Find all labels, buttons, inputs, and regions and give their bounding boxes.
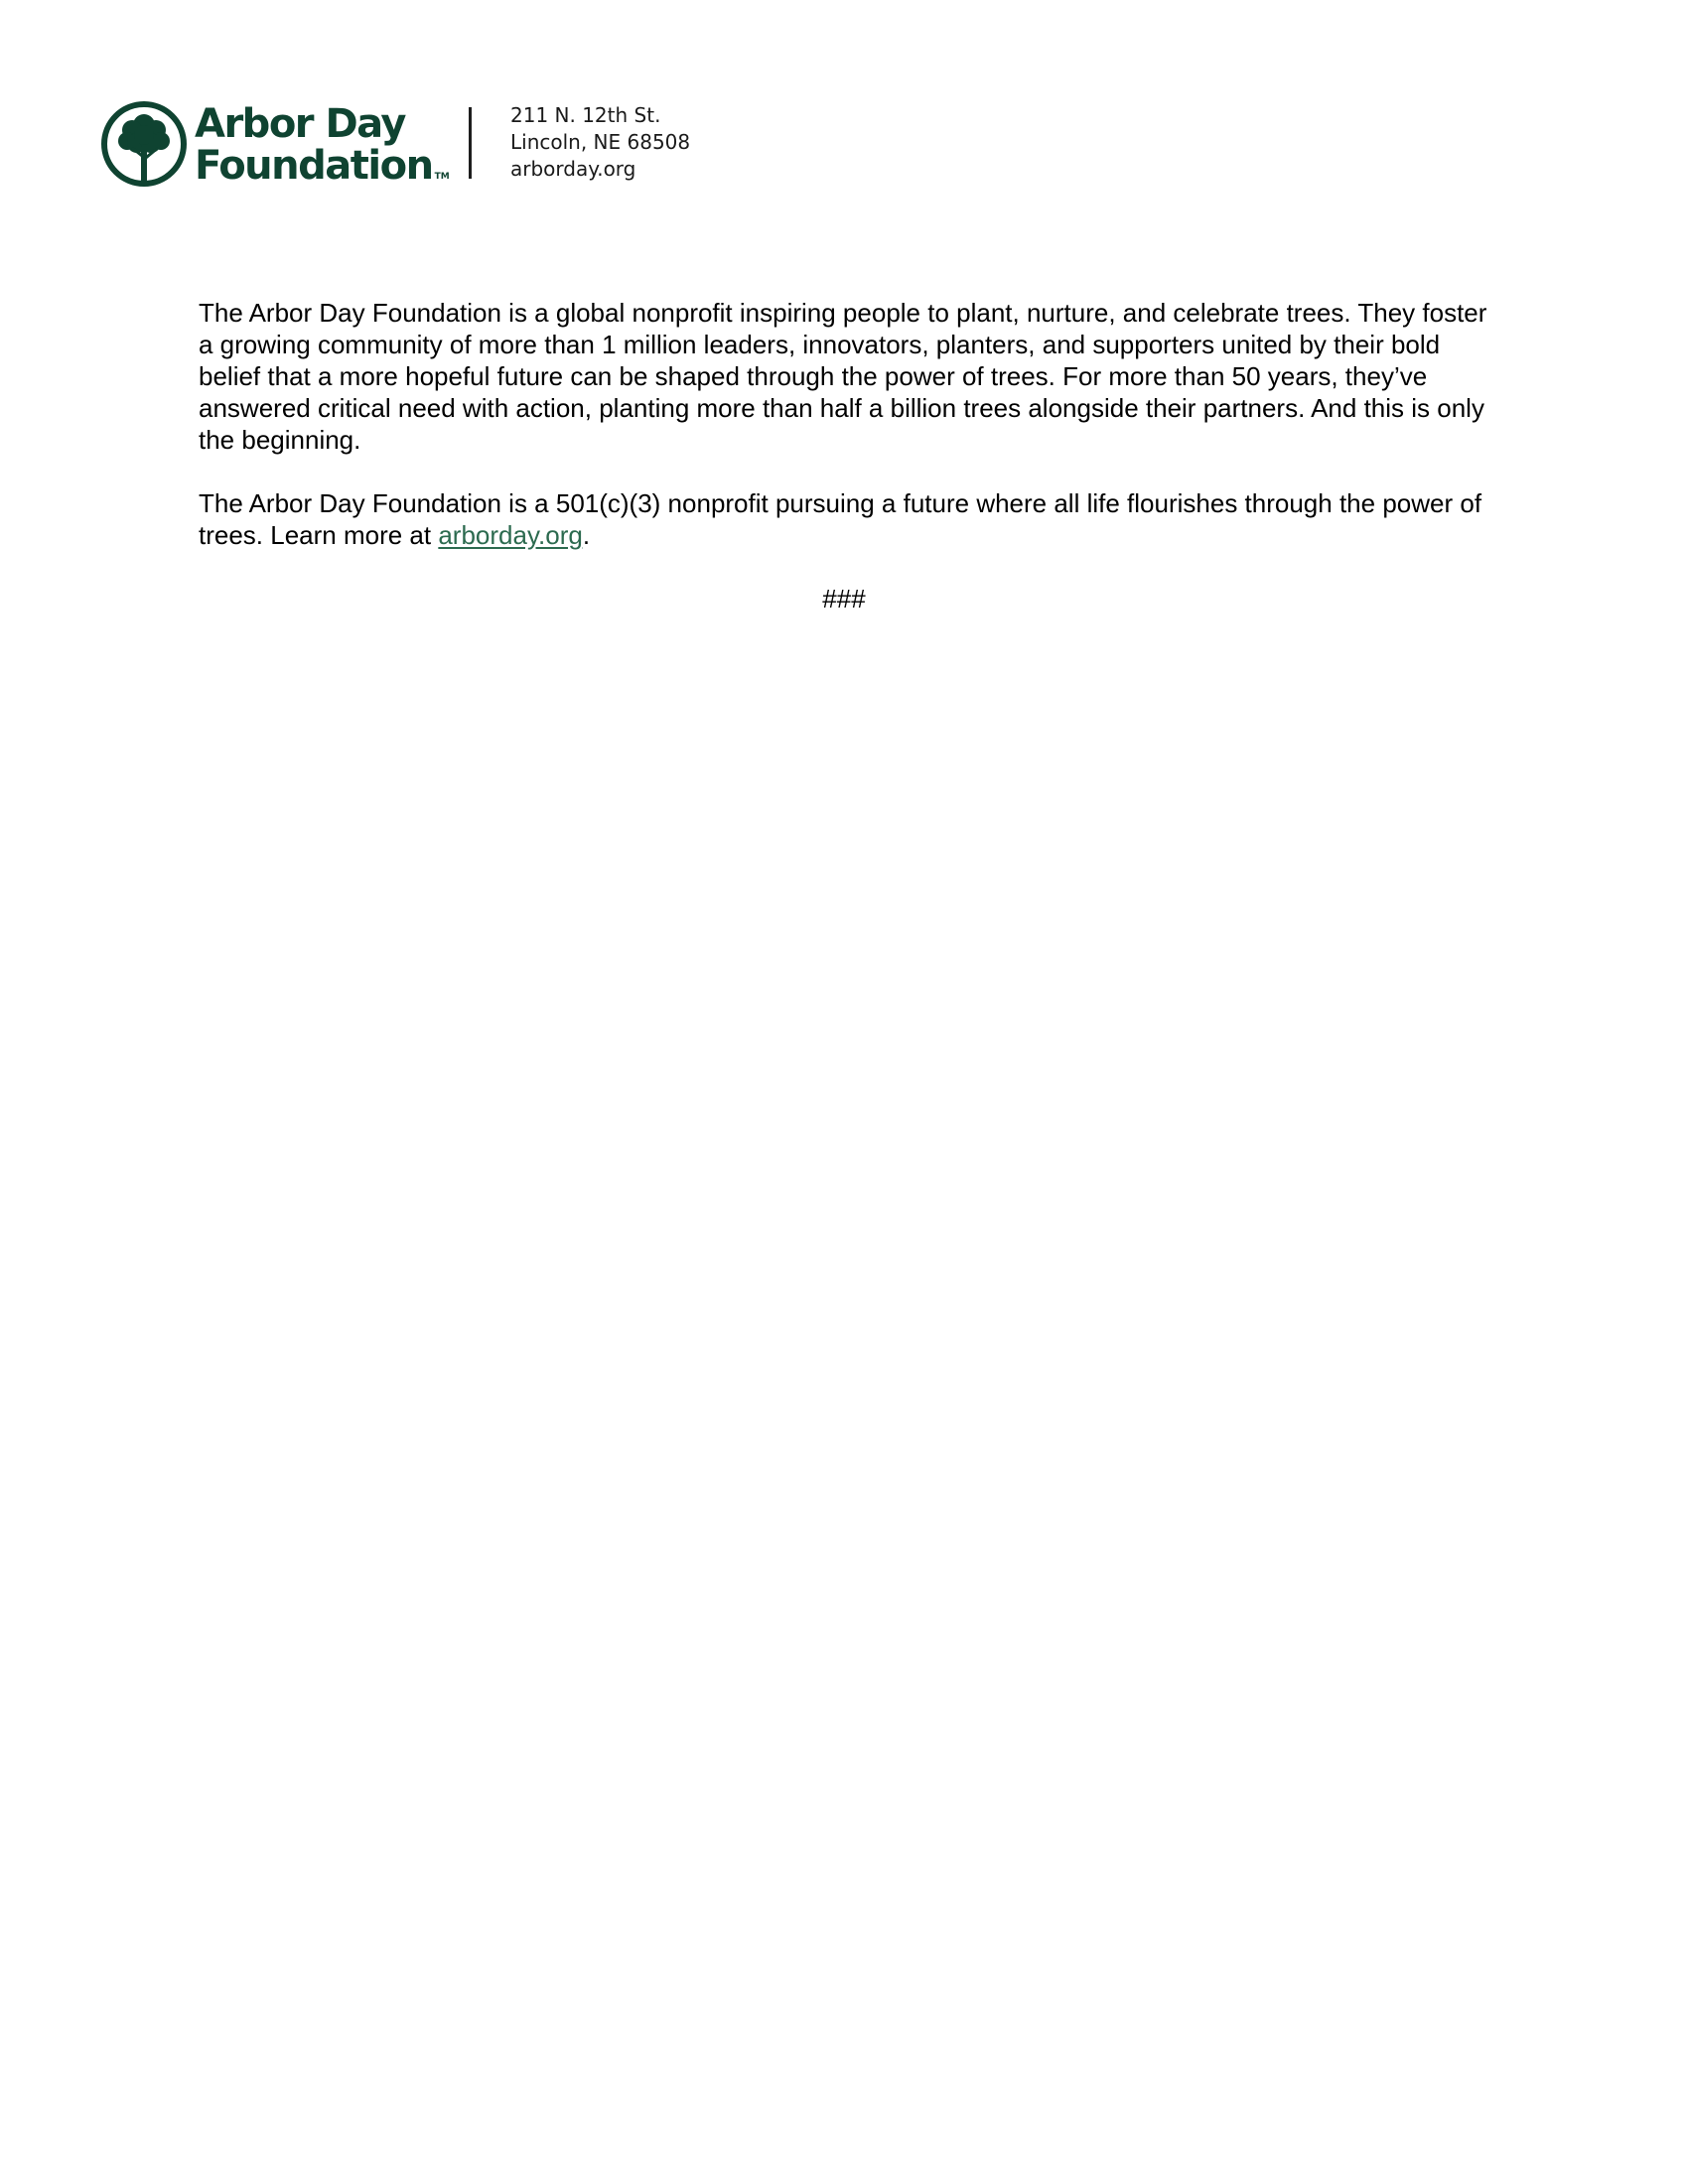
about-paragraph: The Arbor Day Foundation is a global nonprofit inspiring people to plant, nurture, and celebrate trees. They foster a growing community of more than 1 million leaders, innovators, planters, and supporters united by their bold belief that a more hopeful future can be shaped through the power of trees. For more than 50 years, they’ve answered critical need with action, planting more than half a billion trees alongside their partners. And this is only the beginning. <box>199 298 1487 455</box>
trademark-symbol: TM <box>434 172 450 182</box>
address-city: Lincoln, NE 68508 <box>510 130 691 154</box>
wordmark-line-1: Arbor Day <box>195 101 405 147</box>
document-body <box>199 297 1489 551</box>
address-block <box>510 102 690 183</box>
nonprofit-paragraph <box>199 487 1489 551</box>
end-mark: ### <box>822 584 866 614</box>
nonprofit-period: . <box>582 520 591 550</box>
address-website: arborday.org <box>510 157 636 181</box>
arborday-link[interactable]: arborday.org <box>438 520 583 550</box>
brand-wordmark <box>195 101 450 198</box>
nonprofit-text: The Arbor Day Foundation is a 501(c)(3) nonprofit pursuing a future where all life flourishes through the power of trees. Learn more at <box>199 488 1482 550</box>
wordmark-line-2 <box>195 143 450 198</box>
address-street: 211 N. 12th St. <box>510 103 661 127</box>
tree-in-circle-icon <box>99 99 189 189</box>
wordmark-line-2-text: Foundation <box>195 143 433 189</box>
header-divider <box>469 107 472 179</box>
